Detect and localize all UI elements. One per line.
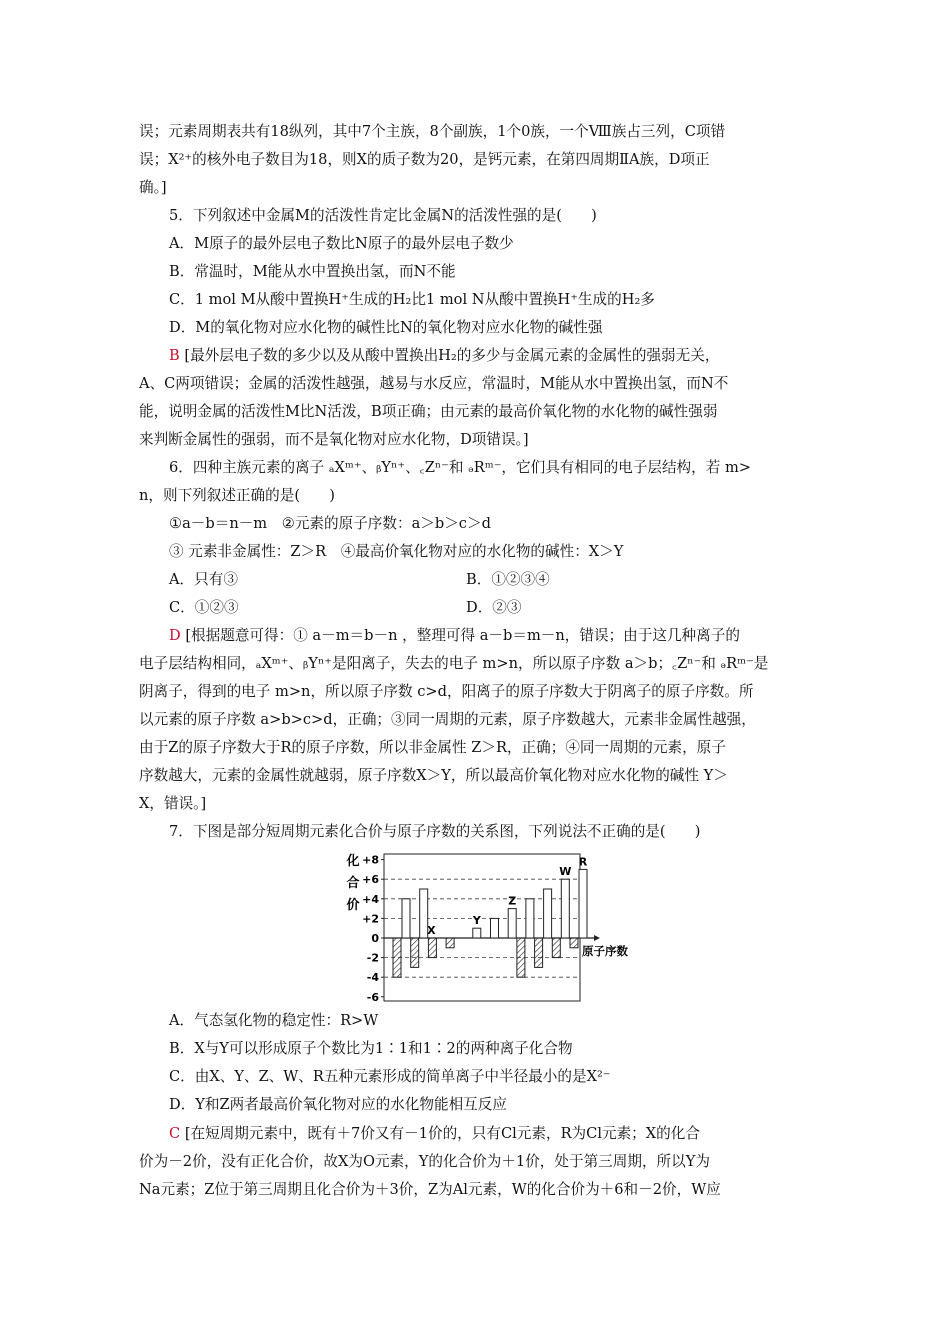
question-7-option-a: A．气态氢化物的稳定性：R>W <box>169 1012 379 1029</box>
bar-negative <box>446 938 454 948</box>
y-tick-label: -6 <box>366 990 379 1003</box>
question-5-option-c: C．1 mol M从酸中置换H⁺生成的H₂比1 mol N从酸中置换H⁺生成的H₂多 <box>169 291 655 308</box>
y-tick-label: +6 <box>362 873 379 887</box>
x-axis-arrow <box>594 935 600 941</box>
text-line: 价为－2价，没有正化合价，故X为O元素，Y的化合价为＋1价，处于第三周期，所以Y为 <box>139 1153 710 1170</box>
answer-letter: C <box>169 1125 181 1142</box>
element-label: W <box>559 865 572 879</box>
text-line: 确。] <box>139 179 167 196</box>
text-line: 序数越大，元素的金属性就越弱，原子序数X＞Y，所以最高价氧化物对应水化物的碱性 Y＞ <box>139 767 728 784</box>
bar-negative <box>411 938 419 967</box>
bar-positive <box>526 899 534 938</box>
question-7-option-d: D．Y和Z两者最高价氧化物对应的水化物能相互反应 <box>169 1096 507 1113</box>
bar-positive <box>544 889 552 938</box>
explanation-text: [根据题意可得：① a－m＝b－n ，整理可得 a－b＝m－n，错误；由于这几种离子的 <box>185 627 740 644</box>
text-line: 由于Z的原子序数大于R的原子序数，所以非金属性 Z＞R，正确；④同一周期的元素，原子 <box>139 739 726 756</box>
bar-negative <box>552 938 560 958</box>
bar-negative <box>428 938 436 958</box>
question-7-option-c: C．由X、Y、Z、W、R五种元素形成的简单离子中半径最小的是X²⁻ <box>169 1068 611 1085</box>
element-label: X <box>427 924 436 937</box>
question-6-stem: 6．四种主族元素的离子 ₐXᵐ⁺、ᵦYⁿ⁺、꜀Zⁿ⁻和 ₔRᵐ⁻，它们具有相同的电子层结构，若 m> <box>169 459 752 476</box>
question-7-explanation <box>169 1124 849 1144</box>
y-axis-label-char: 价 <box>346 898 360 913</box>
text-line: 能，说明金属的活泼性M比N活泼，B项正确；由元素的最高价氧化物的水化物的碱性强弱 <box>139 403 718 420</box>
bar-positive <box>473 928 481 938</box>
bar-negative <box>570 938 578 948</box>
text-line: 电子层结构相同，ₐXᵐ⁺、ᵦYⁿ⁺是阳离子，失去的电子 m>n，所以原子序数 a＞b；꜀Zⁿ⁻和 ₔRᵐ⁻是 <box>139 655 769 672</box>
element-label: R <box>578 855 588 869</box>
y-tick-label: 0 <box>371 932 379 945</box>
text-line: A、C两项错误；金属的活泼性越强，越易与水反应，常温时，M能从水中置换出氢，而N不 <box>139 375 729 392</box>
text-line: 以元素的原子序数 a>b>c>d，正确；③同一周期的元素，原子序数越大，元素非金属性越强， <box>139 711 756 728</box>
y-axis-label-char: 合 <box>346 876 360 891</box>
y-tick-label: -2 <box>366 951 379 965</box>
text-line: 阴离子，得到的电子 m>n，所以原子序数 c>d，阳离子的原子序数大于阴离子的原子序数。所 <box>139 683 754 700</box>
statement-line: ③ 元素非金属性：Z＞R ④最高价氧化物对应的水化物的碱性：X＞Y <box>169 543 624 560</box>
question-6-option-b: B．①②③④ <box>466 571 550 588</box>
question-5-explanation <box>169 346 849 366</box>
text-line: 误；X²⁺的核外电子数目为18，则X的质子数为20，是钙元素，在第四周期ⅡA族，D项正 <box>139 151 710 168</box>
text-line: Na元素；Z位于第三周期且化合价为＋3价，Z为Al元素，W的化合价为＋6和－2价，W应 <box>139 1181 721 1198</box>
text-line: X，错误。] <box>139 795 207 812</box>
y-tick-label: +8 <box>362 853 379 867</box>
y-axis-label-char: 化 <box>346 854 360 869</box>
valence-chart <box>336 851 636 1003</box>
question-6-option-c: C．①②③ <box>169 599 239 616</box>
bar-negative <box>393 938 401 977</box>
question-6-options-row-2 <box>169 598 849 618</box>
statement-line: ①a－b＝n－m ②元素的原子序数：a＞b＞c＞d <box>169 515 491 532</box>
answer-letter: D <box>169 627 181 644</box>
question-5-option-b: B．常温时，M能从水中置换出氢，而N不能 <box>169 263 456 280</box>
question-5-option-a: A．M原子的最外层电子数比N原子的最外层电子数少 <box>169 235 514 252</box>
bar-negative <box>535 938 543 967</box>
bar-positive <box>491 918 499 938</box>
explanation-text: [最外层电子数的多少以及从酸中置换出H₂的多少与金属元素的金属性的强弱无关， <box>184 347 720 364</box>
bar-negative <box>517 938 525 977</box>
text-line: n，则下列叙述正确的是( ) <box>139 487 335 504</box>
bar-positive <box>579 869 587 938</box>
y-tick-label: -4 <box>366 971 379 985</box>
question-7-option-b: B．X与Y可以形成原子个数比为1∶1和1∶2的两种离子化合物 <box>169 1040 573 1057</box>
y-tick-label: +4 <box>362 892 379 906</box>
text-line: 来判断金属性的强弱，而不是氧化物对应水化物，D项错误。] <box>139 431 529 448</box>
element-label: Z <box>508 894 517 908</box>
bar-positive <box>402 899 410 938</box>
question-6-option-d: D．②③ <box>466 599 522 616</box>
x-axis-label: 原子序数 <box>582 944 628 958</box>
question-6-options-row-1 <box>169 570 849 590</box>
question-6-explanation <box>169 626 849 646</box>
bar-positive <box>508 909 516 938</box>
question-6-option-a: A．只有③ <box>169 571 238 588</box>
explanation-text: [在短周期元素中，既有＋7价又有－1价的，只有Cl元素，R为Cl元素；X的化合 <box>184 1125 700 1142</box>
question-7-stem: 7．下图是部分短周期元素化合价与原子序数的关系图，下列说法不正确的是( ) <box>169 823 701 840</box>
element-label: Y <box>472 914 481 928</box>
question-5-stem: 5．下列叙述中金属M的活泼性肯定比金属N的活泼性强的是( ) <box>169 207 597 224</box>
bar-positive <box>561 879 569 938</box>
question-5-option-d: D．M的氧化物对应水化物的碱性比N的氧化物对应水化物的碱性强 <box>169 319 603 336</box>
y-tick-label: +2 <box>362 912 379 926</box>
text-line: 误；元素周期表共有18纵列，其中7个主族，8个副族，1个0族，一个Ⅷ族占三列，C项错 <box>139 123 726 140</box>
answer-letter: B <box>169 347 180 364</box>
